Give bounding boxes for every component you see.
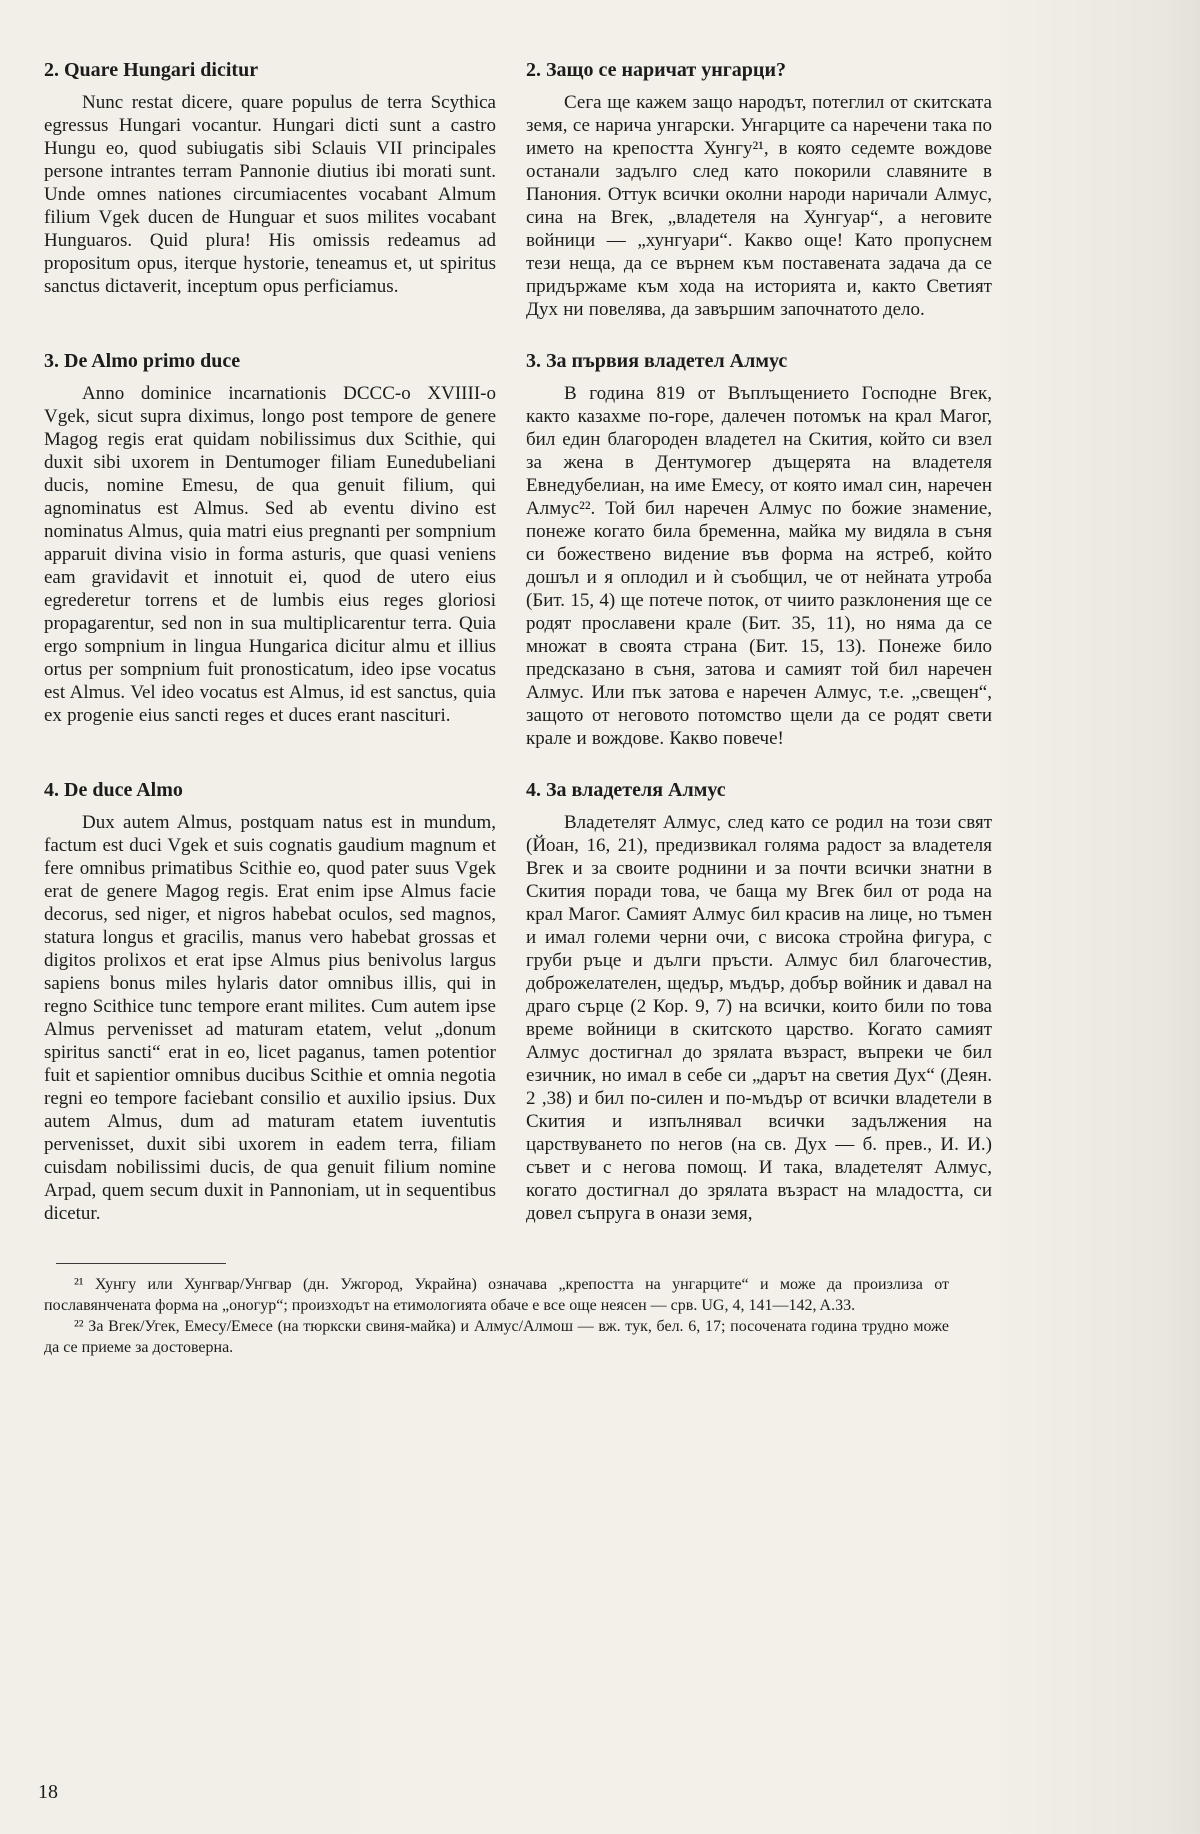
latin-section-3: [44, 349, 496, 727]
bulgarian-section-3-heading: 3. За първия владетел Алмус: [526, 350, 788, 372]
bulgarian-section-2-heading: 2. Защо се наричат унгарци?: [526, 59, 786, 81]
page-number: 18: [38, 1781, 58, 1803]
bulgarian-section-4: [526, 778, 992, 1225]
footnote-separator: [56, 1263, 226, 1264]
footnote-22: ²² За Вгек/Угек, Емесу/Емесе (на тюркски свиня-майка) и Алмус/Алмош — вж. тук, бел. 6, 17; посочената година трудно може да се приеме за достоверна.: [44, 1318, 949, 1356]
bulgarian-section-4-heading: 4. За владетеля Алмус: [526, 779, 726, 801]
two-column-text: [44, 58, 992, 1225]
latin-section-2-paragraph: Nunc restat dicere, quare populus de terra Scythica egressus Hungari vocantur. Hungari dicti sunt a castro Hungu eo, quod subiugatis sibi Sclauis VII principales persone intrantes terram Pannonie diutius ibi morati sunt. Unde omnes nationes circumiacentes vocabant Almum filium Vgek ducen de Hunguar et suos milites vocabant Hunguaros. Quid plura! His omissis redeamus ad propositum opus, iterque hystorie, teneamus et, ut spiritus sanctus dictaverit, inceptum opus perficiamus.: [44, 92, 496, 297]
latin-section-2: [44, 58, 496, 298]
bulgarian-section-3: [526, 349, 992, 750]
bulgarian-section-2: [526, 58, 992, 321]
latin-section-4-paragraph: Dux autem Almus, postquam natus est in mundum, factum est duci Vgek et suis cognatis gaudium magnum et fere omnibus primatibus Scithie eo, quod pater suus Vgek erat de genere Magog regis. Erat enim ipse Almus facie decorus, sed niger, et nigros habebat oculos, sed magnos, statura longus et gracilis, manus vero habebat grossas et digitos prolixos et erat ipse Almus pius benivolus largus sapiens bonus miles hylaris dator omnibus illis, qui in regno Scithice tunc tempore erant milites. Cum autem ipse Almus pervenisset ad maturam etatem, velut „donum spiritus sancti“ erat in eo, licet paganus, tamen potentior fuit et sapientior omnibus ducibus Scithie et omnia negotia regni eo tempore faciebant consilio et auxilio ipsius. Dux autem Almus, dum ad maturam etatem iuventutis pervenisset, duxit sibi uxorem in eadem terra, filiam cuisdam nobilissimi ducis, de qua genuit filium nomine Arpad, quem secum duxit in Pannoniam, ut in sequentibus dicetur.: [44, 812, 496, 1224]
latin-section-4-heading: 4. De duce Almo: [44, 779, 183, 801]
latin-section-4: [44, 778, 496, 1225]
latin-section-3-paragraph: Anno dominice incarnationis DCCC-o XVIIII-o Vgek, sicut supra diximus, longo post tempore de genere Magog regis erat quidam nobilissimus dux Scithie, qui duxit sibi uxorem in Dentumoger filiam Eunedubeliani ducis, nomine Emesu, de qua genuit filium, qui agnominatus est Almus. Sed ab eventu divino est nominatus Almus, quia matri eius pregnanti per sompnium apparuit divina visio in forma asturis, que quasi veniens eam gravidavit et innotuit ei, quod de utero eius egrederetur torrens et de lumbis eius reges gloriosi propagarentur, sed non in sua multiplicarentur terra. Quia ergo sompnium in lingua Hungarica dicitur almu et illius ortus per sompnium fuit pronosticatum, ideo ipse vocatus est Almus. Vel ideo vocatus est Almus, id est sanctus, quia ex progenie eius sancti reges et duces erant nascituri.: [44, 383, 496, 726]
latin-section-2-heading: 2. Quare Hungari dicitur: [44, 59, 259, 81]
latin-section-3-heading: 3. De Almo primo duce: [44, 350, 241, 372]
bulgarian-section-2-paragraph: Сега ще кажем защо народът, потеглил от скитската земя, се нарича унгарски. Унгарците са наречени така по името на крепостта Хунгу²¹, в която седемте вождове останали задълго след като покорили славяните в Панония. Оттук всички околни народи наричали Алмус, сина на Вгек, „владетеля на Хунгуар“, а неговите войници — „хунгуари“. Какво още! Като пропуснем тези неща, да се върнем към поставената задача да се придържаме към хода на историята и, както Светият Дух ни повелява, да завършим започнатото дело.: [526, 92, 992, 320]
bulgarian-section-4-paragraph: Владетелят Алмус, след като се родил на този свят (Йоан, 16, 21), предизвикал голяма радост за владетеля Вгек и за своите роднини и за почти всички знатни в Скития поради това, че баща му Вгек бил от рода на крал Магог. Самият Алмус бил красив на лице, но тъмен и имал големи черни очи, с висока стройна фигура, с груби ръце и дълги пръсти. Алмус бил благочестив, доброжелателен, щедър, мъдър, добър войник и давал на драго сърце (2 Кор. 9, 7) на всички, които били по това време войници в скитското царство. Когато самият Алмус достигнал до зрялата възраст, въпреки че бил езичник, но имал в себе си „дарът на светия Дух“ (Деян. 2 ,38) и бил по-силен и по-мъдър от всички владетели в Скития и изпълнявал всички задължения на царствуването по негов (на св. Дух — б. прев., И. И.) съвет и с негова помощ. И така, владетелят Алмус, когато достигнал до зрялата възраст на младостта, си довел съпруга в онази земя,: [526, 812, 992, 1224]
footnotes-section: [44, 1263, 949, 1358]
footnote-21: ²¹ Хунгу или Хунгвар/Унгвар (дн. Ужгород, Украйна) означава „крепостта на унгарците“ и може да произлиза от пославянчената форма на „оногур“; произходът на етимологията обаче е все още неясен — срв. UG, 4, 141—142, A.33.: [44, 1276, 949, 1314]
bulgarian-section-3-paragraph: В година 819 от Въплъщението Господне Вгек, както казахме по-горе, далечен потомък на крал Магог, бил един благороден владетел на Скития, който си взел за жена в Дентумогер дъщерята на владетеля Евнедубелиан, на име Емесу, от която имал син, наречен Алмус²². Той бил наречен Алмус по божие знамение, понеже когато била бременна, майка му видяла в съня си божествено видение във форма на ястреб, който дошъл и я оплодил и ѝ съобщил, че от нейната утроба (Бит. 15, 4) ще потече поток, от чиито разклонения ще се родят прославени крале (Бит. 35, 11), но няма да се множат в своята страна (Бит. 15, 13). Понеже било предсказано в съня, затова и самият той бил наречен Алмус. Или пък затова е наречен Алмус, т.е. „свещен“, защото от неговото потомство щели да се родят свети крале и вождове. Какво повече!: [526, 383, 992, 749]
